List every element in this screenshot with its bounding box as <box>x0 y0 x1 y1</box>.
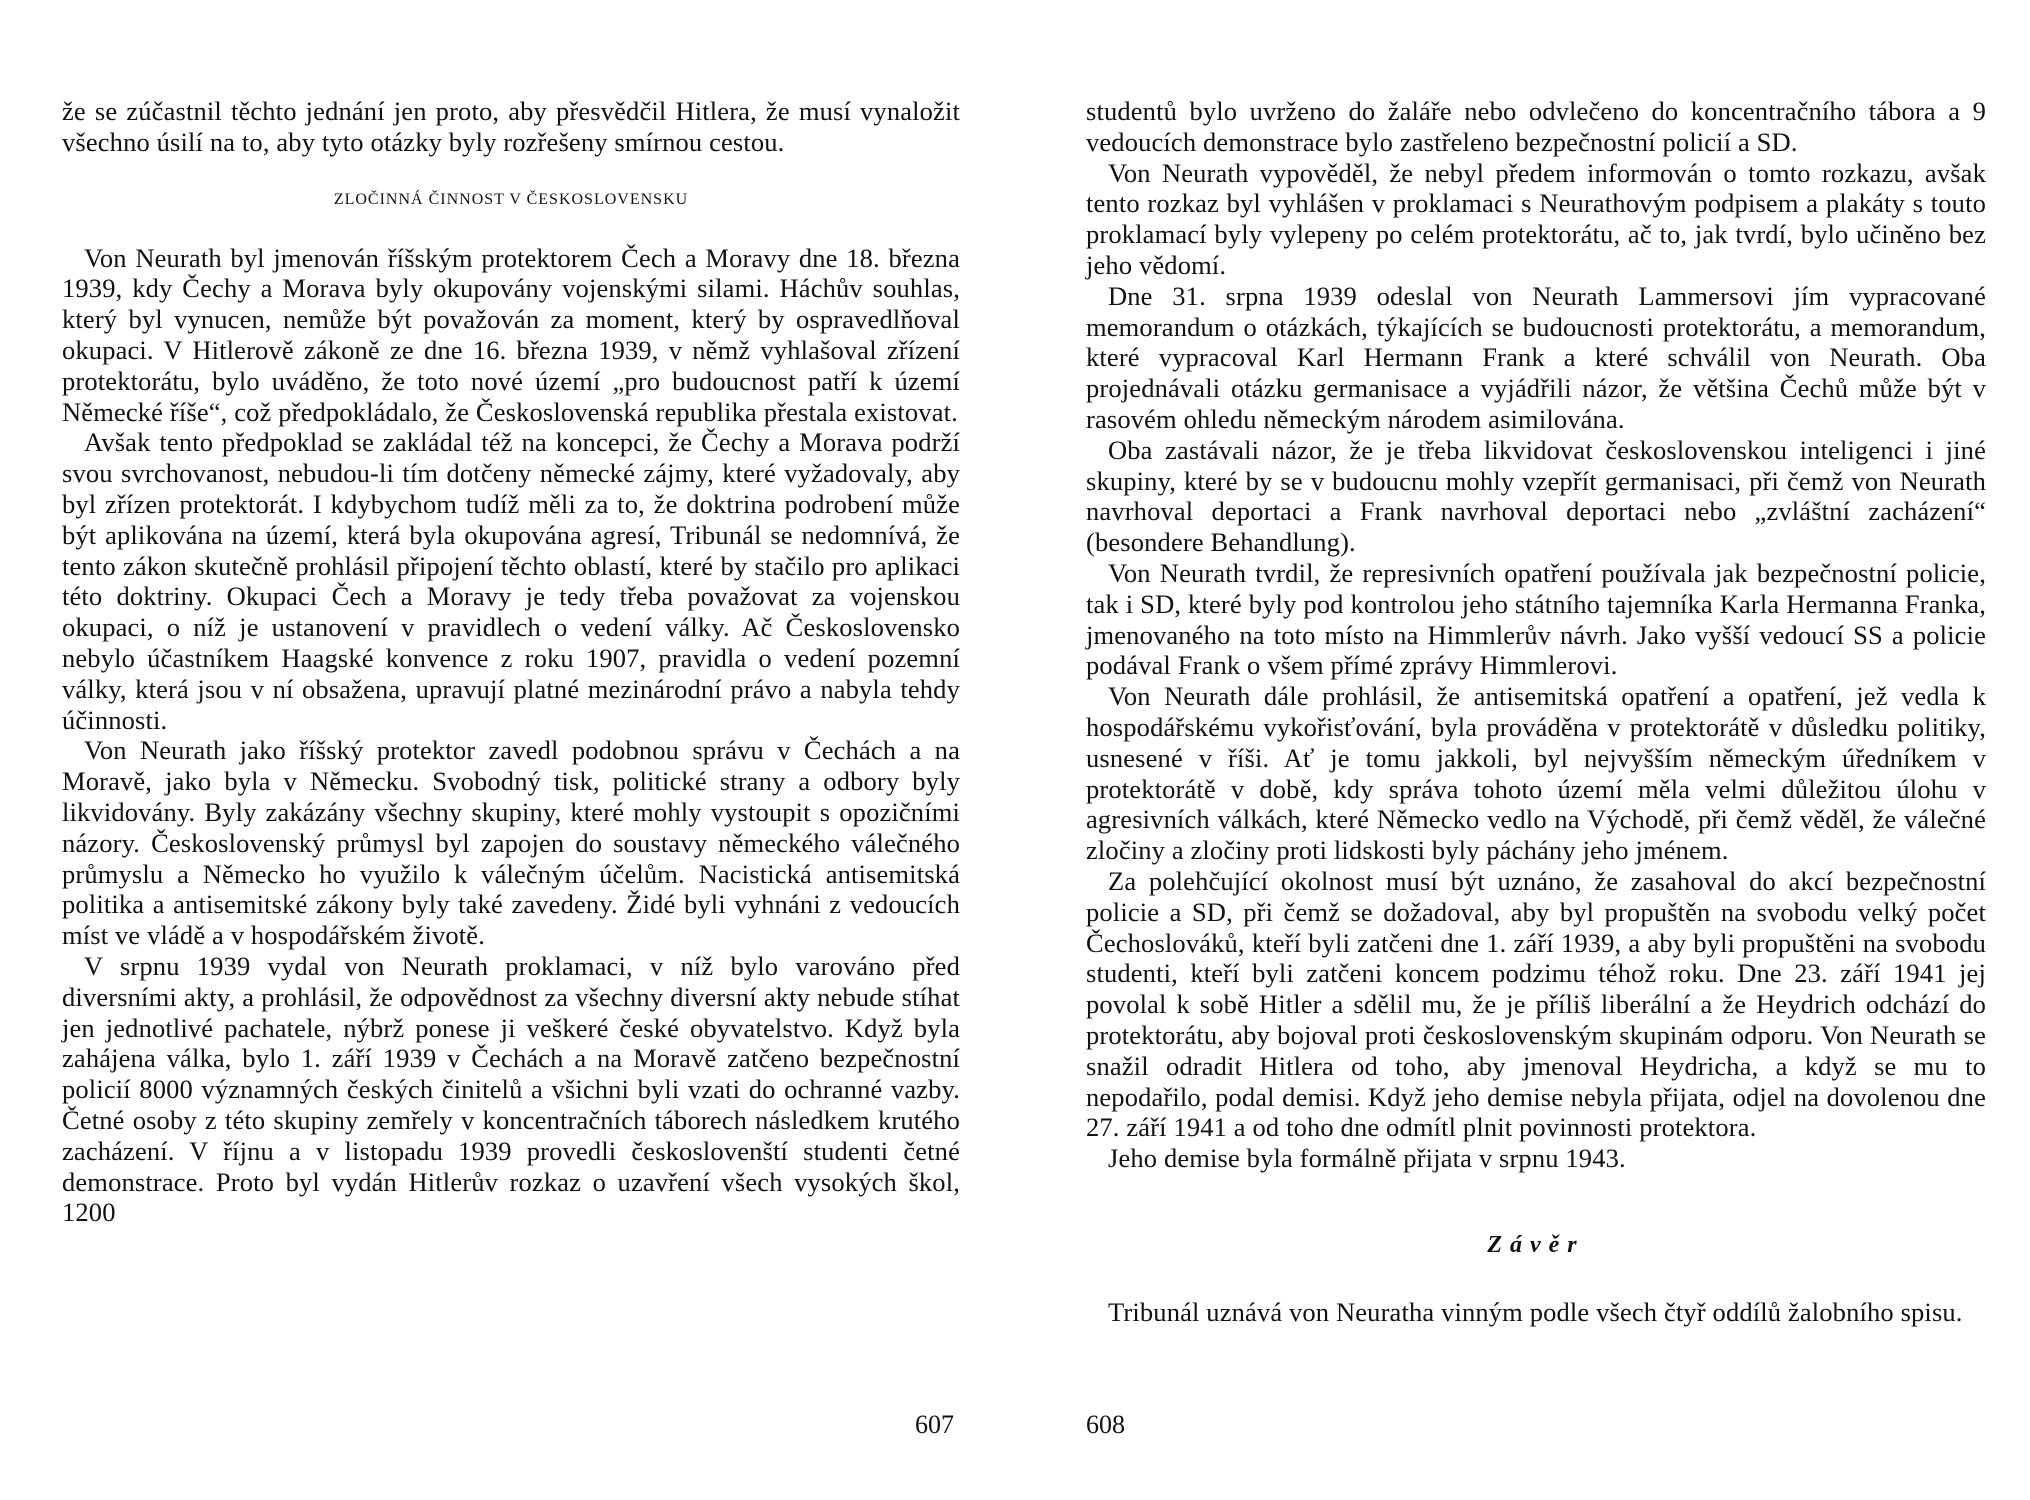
right-paragraph-3: Oba zastávali názor, že je třeba likvidovat československou inteligenci i jiné skupiny, které by se v budoucnu mohly vzepřít germanisaci, při čemž von Neurath navrhoval deportaci a Frank navrhoval deportaci nebo „zvláštní zacházení“ (besondere Behandlung). <box>1086 434 1986 558</box>
right-page-number: 608 <box>1086 1410 1125 1439</box>
right-paragraph-6: Za polehčující okolnost musí být uznáno, že zasahoval do akcí bezpečnostní policie a SD, při čemž se dožadoval, aby byl propuštěn na svobodu velký počet Čechoslováků, kteří byli zatčeni dne 1. září 1939, a aby byli propuštěni na svobodu studenti, kteří byli zatčeni koncem podzimu téhož roku. Dne 23. září 1941 jej povolal k sobě Hitler a sdělil mu, že je příliš liberální a že Heydrich odchází do protektorátu, aby bojoval proti československým skupinám odporu. Von Neurath se snažil odradit Hitlera od toho, aby jmenoval Heydricha, a když se mu to nepodařilo, podal demisi. Když jeho demise nebyla přijata, odjel na dovolenou dne 27. září 1941 a od toho dne odmítl plnit povinnosti protektora. <box>1086 865 1986 1143</box>
left-paragraph-3: Von Neurath jako říšský protektor zavedl podobnou správu v Čechách a na Moravě, jako byla v Německu. Svobodný tisk, politické strany a odbory byly likvidovány. Byly zakázány všechny skupiny, které mohly vystoupit s opozičními názory. Československý průmysl byl zapojen do soustavy německého válečného průmyslu a Německo ho využilo k válečným účelům. Nacistická antisemitská politika a antisemitské zákony byly také zavedeny. Židé byli vyhnáni z vedoucích míst ve vládě a v hospodářském životě. <box>62 735 960 951</box>
left-page <box>62 96 960 1228</box>
left-page-number: 607 <box>915 1410 954 1439</box>
left-paragraph-2: Avšak tento předpoklad se zakládal též na koncepci, že Čechy a Morava podrží svou svrchovanost, nebudou-li tím dotčeny německé zájmy, které vyžadovaly, aby byl zřízen protektorát. I kdybychom tudíž měli za to, že doktrina podrobení může být aplikována na území, která byla okupována agresí, Tribunál se nedomnívá, že tento zákon skutečně prohlásil připojení těchto oblastí, které by stačilo pro aplikaci této doktriny. Okupaci Čech a Moravy je tedy třeba považovat za vojenskou okupaci, o níž je ustanovení v pravidlech o vedení války. Ač Československo nebylo účastníkem Haagské konvence z roku 1907, pravidla o vedení pozemní války, která jsou v ní obsažena, upravují platné mezinárodní právo a nabyla tehdy účinnosti. <box>62 427 960 735</box>
right-paragraph-0: studentů bylo uvrženo do žaláře nebo odvlečeno do koncentračního tábora a 9 vedoucích demonstrace bylo zastřeleno bezpečnostní policií a SD. <box>1086 96 1986 157</box>
conclusion-paragraph: Tribunál uznává von Neuratha vinným podle všech čtyř oddílů žalobního spisu. <box>1108 1296 1963 1327</box>
right-paragraph-7: Jeho demise byla formálně přijata v srpnu 1943. <box>1108 1143 1626 1174</box>
left-paragraph-0: že se zúčastnil těchto jednání jen proto, aby přesvědčil Hitlera, že musí vynaložit všechno úsilí na to, aby tyto otázky byly rozřešeny smírnou cestou. <box>62 96 960 157</box>
left-paragraph-4: V srpnu 1939 vydal von Neurath proklamaci, v níž bylo varováno před diversními akty, a prohlásil, že odpovědnost za všechny diversní akty nebude stíhat jen jednotlivé pachatele, nýbrž ponese ji veškeré české obyvatelstvo. Když byla zahájena válka, bylo 1. září 1939 v Čechách a na Moravě zatčeno bezpečnostní policií 8000 významných českých činitelů a všichni byli vzati do ochranné vazby. Četné osoby z této skupiny zemřely v koncentračních táborech následkem krutého zacházení. V říjnu a v listopadu 1939 provedli českoslovenští studenti četné demonstrace. Proto byl vydán Hitlerův rozkaz o uzavření všech vysokých škol, 1200 <box>62 950 960 1228</box>
section-heading: ZLOČINNÁ ČINNOST V ČESKOSLOVENSKU <box>333 190 689 208</box>
right-paragraph-5: Von Neurath dále prohlásil, že antisemitská opatření a opatření, jež vedla k hospodářskému vykořisťování, byla prováděna v protektorátě v důsledku politiky, usnesené v říši. Ať je tomu jakkoli, byl nejvyšším německým úředníkem v protektorátě v době, kdy správa tohoto území měla velmi důležitou úlohu v agresivních válkách, které Německo vedlo na Východě, při čemž věděl, že válečné zločiny a zločiny proti lidskosti byly páchány jeho jménem. <box>1086 681 1986 866</box>
right-paragraph-2: Dne 31. srpna 1939 odeslal von Neurath Lammersovi jím vypracované memorandum o otázkách, týkajících se budoucnosti protektorátu, a memorandum, které vypracoval Karl Hermann Frank a které schválil von Neurath. Oba projednávali otázku germanisace a vyjádřili názor, že většina Čechů může být v rasovém ohledu německým národem asimilována. <box>1086 280 1986 434</box>
left-paragraph-1: Von Neurath byl jmenován říšským protektorem Čech a Moravy dne 18. března 1939, kdy Čechy a Morava byly okupovány vojenskými silami. Háchův souhlas, který byl vynucen, nemůže být považován za moment, který by ospravedlňoval okupaci. V Hitlerově zákoně ze dne 16. března 1939, v němž vyhlašoval zřízení protektorátu, bylo uváděno, že toto nové území „pro budoucnost patří k území Německé říše“, což předpokládalo, že Československá republika přestala existovat. <box>62 242 960 427</box>
right-paragraph-4: Von Neurath tvrdil, že represivních opatření používala jak bezpečnostní policie, tak i SD, které byly pod kontrolou jeho státního tajemníka Karla Hermanna Franka, jmenovaného na toto místo na Himmlerův návrh. Jako vyšší vedoucí SS a policie podával Frank o všem přímé zprávy Himmlerovi. <box>1086 557 1986 681</box>
right-page <box>1086 96 1986 1328</box>
right-paragraph-1: Von Neurath vypověděl, že nebyl předem informován o tomto rozkazu, avšak tento rozkaz byl vyhlášen v proklamaci s Neurathovým podpisem a plakáty s touto proklamací byly vylepeny po celém protektorátu, ač to, jak tvrdí, bylo učiněno bez jeho vědomí. <box>1086 157 1986 280</box>
conclusion-heading: Závěr <box>1487 1231 1585 1258</box>
